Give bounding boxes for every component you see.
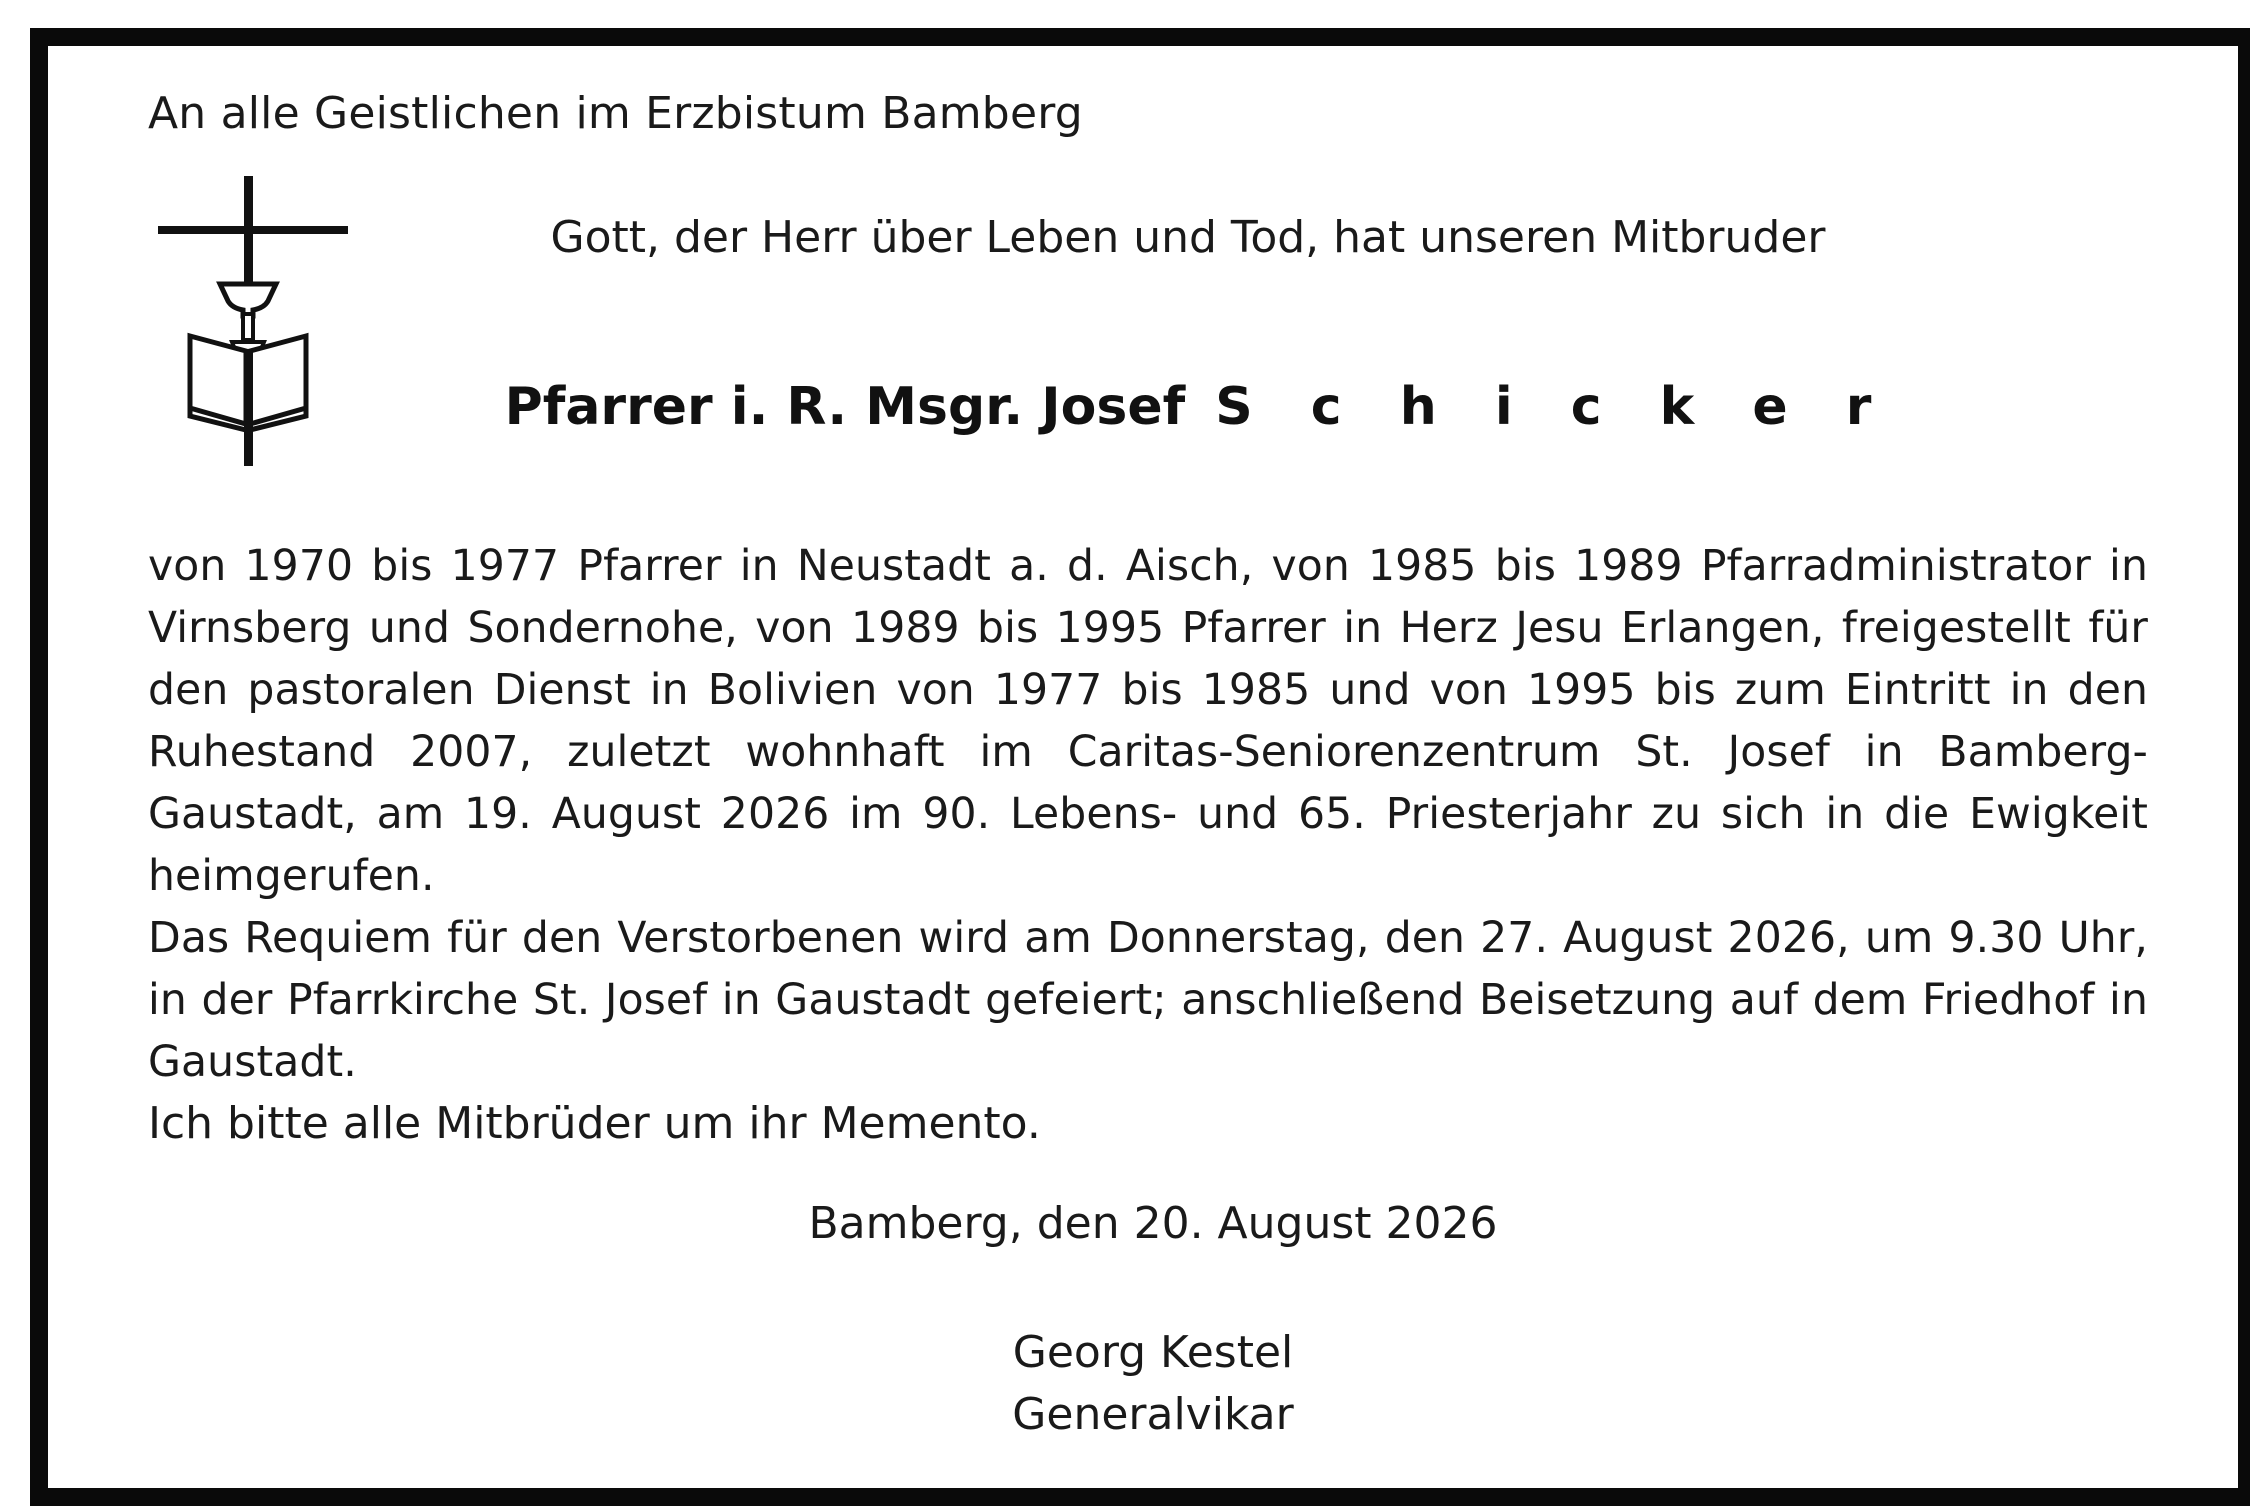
biography-paragraph: von 1970 bis 1977 Pfarrer in Neustadt a. d. Aisch, von 1985 bis 1989 Pfarradministrator in Virnsberg und Sondernohe, von 1989 bis 1995 Pfarrer in Herz Jesu Erlangen, freigestellt für den pastoralen Dienst in Bolivien von 1977 bis 1985 und von 1995 bis zum Eintritt in den Ruhestand 2007, zuletzt wohnhaft im Caritas-Seniorenzentrum St. Josef in Bamberg-Gaustadt, am 19. August 2026 im 90. Lebens- und 65. Priesterjahr zu sich in die Ewigkeit heimgerufen. bbox=[148, 542, 2148, 901]
deceased-name bbox=[48, 376, 2238, 438]
addressee-line: An alle Geistlichen im Erzbistum Bamberg bbox=[148, 88, 1083, 139]
deceased-name-prefix: Pfarrer i. R. Msgr. Josef bbox=[504, 377, 1186, 437]
signature-block bbox=[48, 1322, 2238, 1446]
deceased-surname: S c h i c k e r bbox=[1215, 377, 1892, 437]
signatory-name: Georg Kestel bbox=[1012, 1327, 1294, 1378]
place-and-date: Bamberg, den 20. August 2026 bbox=[808, 1198, 1498, 1249]
signatory-title: Generalvikar bbox=[1012, 1389, 1294, 1440]
intro-line: Gott, der Herr über Leben und Tod, hat unseren Mitbruder bbox=[550, 212, 1826, 263]
memento-request: Ich bitte alle Mitbrüder um ihr Memento. bbox=[148, 1098, 1041, 1149]
notice-content bbox=[48, 46, 2238, 1488]
requiem-paragraph: Das Requiem für den Verstorbenen wird am Donnerstag, den 27. August 2026, um 9.30 Uhr, in der Pfarrkirche St. Josef in Gaustadt gefeiert; anschließend Beisetzung auf dem Friedhof in Gaustadt. bbox=[148, 914, 2148, 1087]
notice-body bbox=[148, 536, 2148, 1094]
mourning-frame bbox=[30, 28, 2250, 1506]
